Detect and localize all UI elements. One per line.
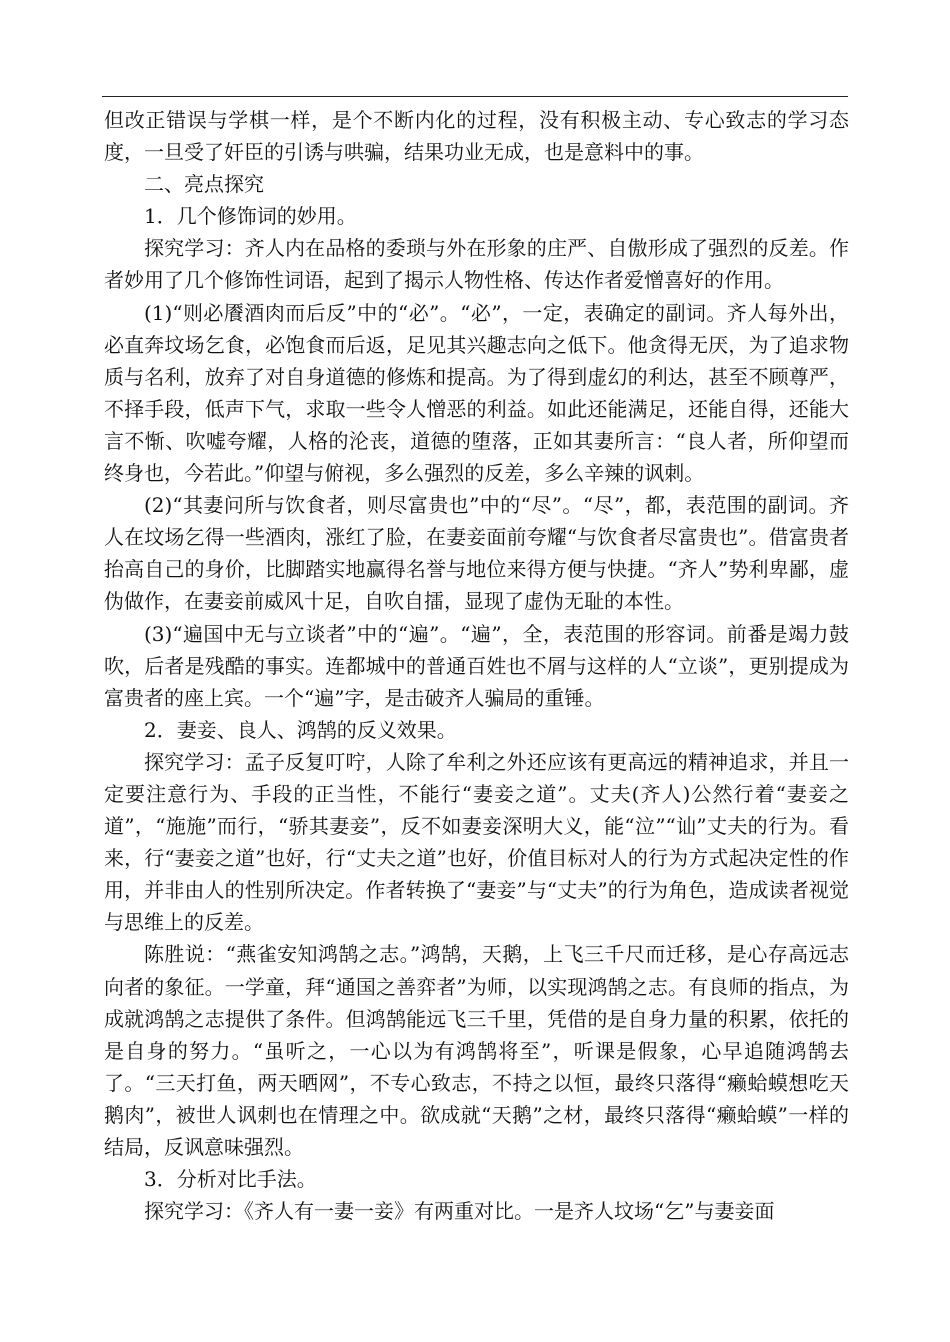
paragraph-inquiry-contrast: 探究学习：《齐人有一妻一妾》有两重对比。一是齐人坟场“乞”与妻妾面	[144, 1199, 775, 1224]
subheading-contrast: 3．分析对比手法。	[144, 1167, 317, 1192]
paragraph-item-1: (1)“则必餍酒肉而后反”中的“必”。“必”，一定，表确定的副词。齐人每外出，必直奔坟场乞食，必饱食而后返，足见其兴趣志向之低下。他贪得无厌，为了追求物质与名利，放弃了对自身道德的修炼和提高。为了得到虚幻的利达，甚至不顾尊严，不择手段，低声下气，求取一些令人憎恶的利益。如此还能满足，还能自得，还能大言不惭、吹嘘夸耀，人格的沦丧，道德的堕落，正如其妻所言：“良人者，所仰望而终身也，今若此。”仰望与俯视，多么强烈的反差，多么辛辣的讽刺。	[104, 300, 849, 486]
paragraph-inquiry-modifiers: 探究学习：齐人内在品格的委琐与外在形象的庄严、自傲形成了强烈的反差。作者妙用了几个修饰性词语，起到了揭示人物性格、传达作者爱憎喜好的作用。	[104, 236, 849, 293]
section-heading-highlights: 二、亮点探究	[144, 172, 264, 197]
subheading-irony: 2．妻妾、良人、鸿鹄的反义效果。	[144, 717, 457, 742]
subheading-modifiers: 1．几个修饰词的妙用。	[144, 204, 357, 229]
paragraph-item-3: (3)“遍国中无与立谈者”中的“遍”。“遍”，全，表范围的形容词。前番是竭力鼓吹，后者是残酷的事实。连都城中的普通百姓也不屑与这样的人“立谈”，更别提成为富贵者的座上宾。一个“遍”字，是击破齐人骗局的重锤。	[104, 621, 849, 710]
header-rule	[102, 96, 848, 97]
paragraph-swan: 陈胜说：“燕雀安知鸿鹄之志。”鸿鹄，天鹅，上飞三千尺而迁移，是心存高远志向者的象征。一学童，拜“通国之善弈者”为师，以实现鸿鹄之志。有良师的指点，为成就鸿鹄之志提供了条件。但鸿鹄能远飞三千里，凭借的是自身力量的积累，依托的是自身的努力。“虽听之，一心以为有鸿鹄将至”，听课是假象，心早追随鸿鹄去了。“三天打鱼，两天晒网”，不专心致志，不持之以恒，最终只落得“癞蛤蟆想吃天鹅肉”，被世人讽刺也在情理之中。欲成就“天鹅”之材，最终只落得“癞蛤蟆”一样的结局，反讽意味强烈。	[104, 942, 849, 1159]
paragraph-item-2: (2)“其妻问所与饮食者，则尽富贵也”中的“尽”。“尽”，都，表范围的副词。齐人在坟场乞得一些酒肉，涨红了脸，在妻妾面前夸耀“与饮食者尽富贵也”。借富贵者抬高自己的身价，比脚踏实地赢得名誉与地位来得方便与快捷。“齐人”势利卑鄙，虚伪做作，在妻妾前威风十足，自吹自擂，显现了虚伪无耻的本性。	[104, 493, 849, 614]
paragraph-inquiry-irony: 探究学习：孟子反复叮咛，人除了牟利之外还应该有更高远的精神追求，并且一定要注意行为、手段的正当性，不能行“妻妾之道”。丈夫(齐人)公然行着“妻妾之道”，“施施”而行，“骄其妻妾”，反不如妻妾深明大义，能“泣”“讪”丈夫的行为。看来，行“妻妾之道”也好，行“丈夫之道”也好，价值目标对人的行为方式起决定性的作用，并非由人的性别所决定。作者转换了“妻妾”与“丈夫”的行为角色，造成读者视觉与思维上的反差。	[104, 749, 849, 935]
paragraph-continuation: 但改正错误与学棋一样，是个不断内化的过程，没有积极主动、专心致志的学习态度，一旦受了奸臣的引诱与哄骗，结果功业无成，也是意料中的事。	[104, 108, 849, 165]
document-body	[104, 104, 849, 1227]
